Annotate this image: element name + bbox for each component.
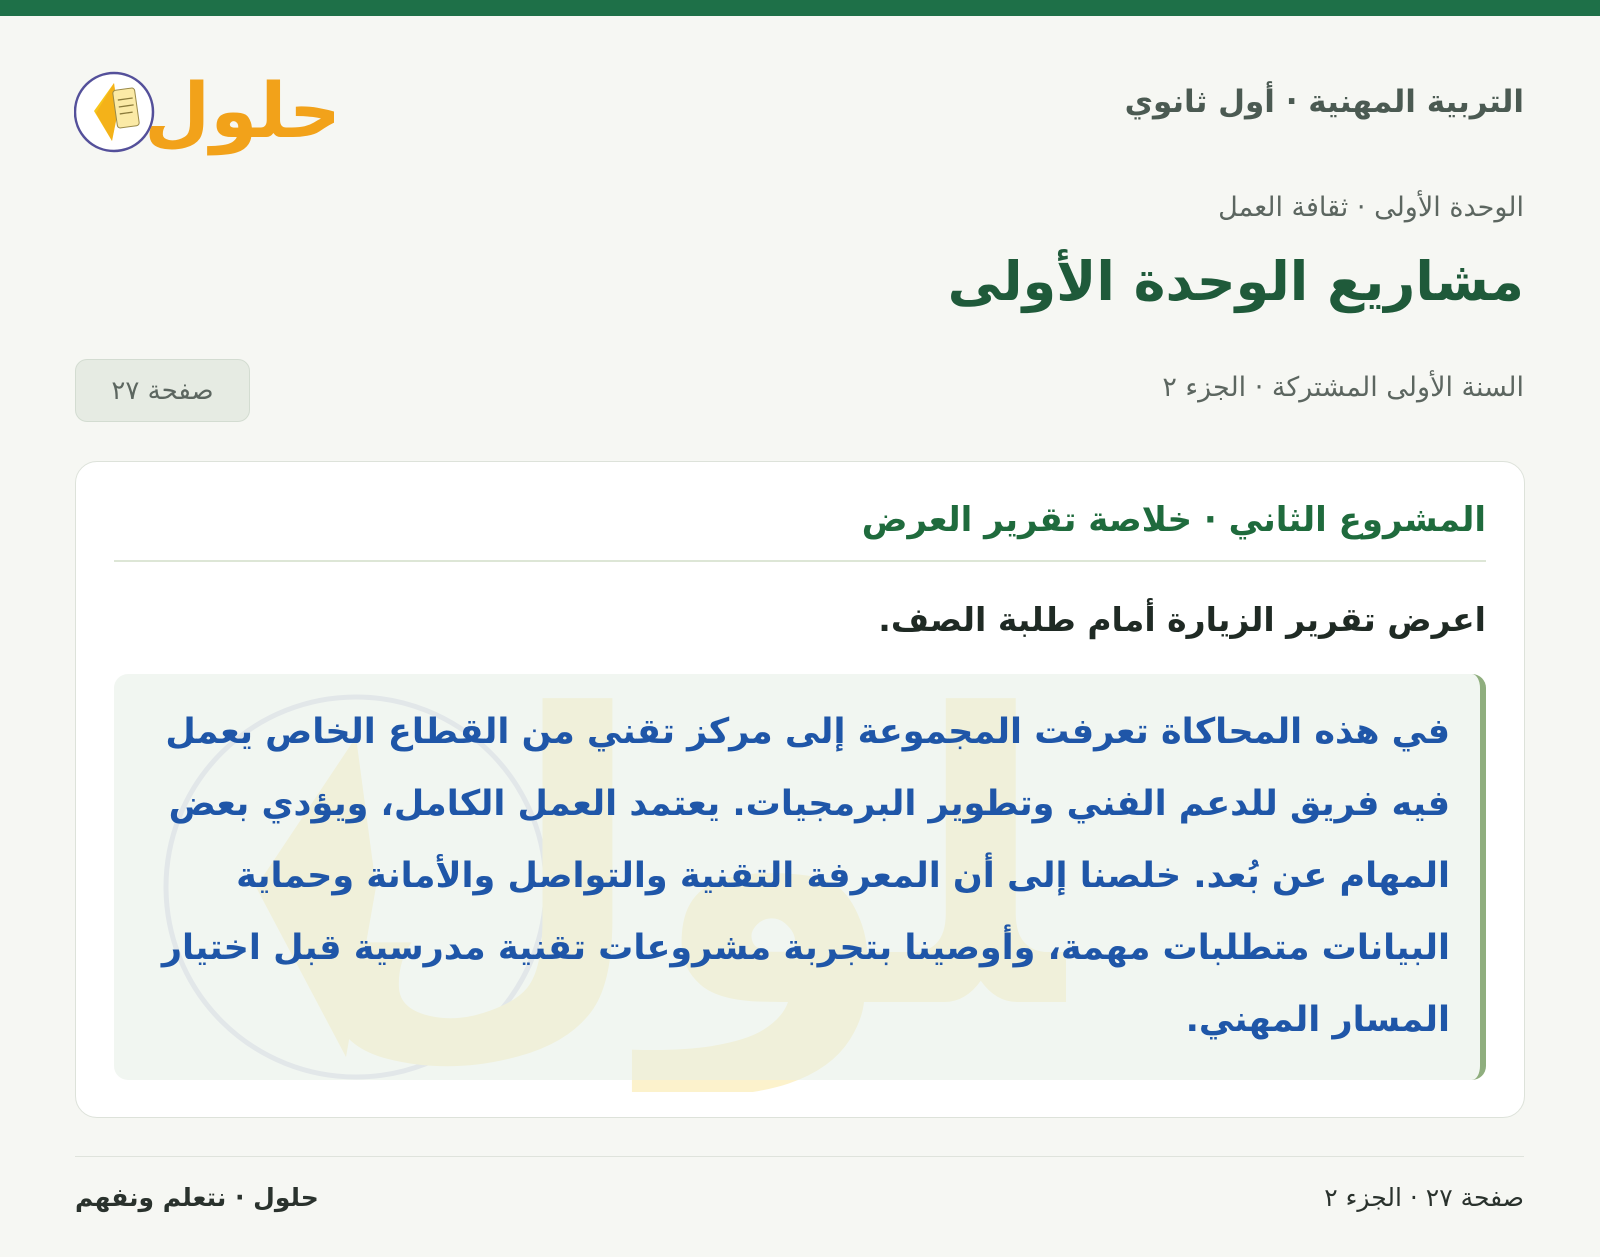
page-title: مشاريع الوحدة الأولى [947, 250, 1524, 313]
footer-brand: حلول · نتعلم ونفهم [75, 1183, 319, 1212]
task-prompt: اعرض تقرير الزيارة أمام طلبة الصف. [878, 600, 1486, 639]
course-meta: السنة الأولى المشتركة · الجزء ٢ [1162, 372, 1524, 403]
answer-box [114, 674, 1486, 1080]
footer-divider [75, 1156, 1524, 1157]
footer-page-info: صفحة ٢٧ · الجزء ٢ [1324, 1183, 1524, 1212]
subject-header: التربية المهنية · أول ثانوي [1124, 84, 1524, 120]
unit-label: الوحدة الأولى · ثقافة العمل [1218, 192, 1524, 223]
project-heading: المشروع الثاني · خلاصة تقرير العرض [114, 500, 1486, 562]
top-accent-bar [0, 0, 1600, 16]
project-card [75, 461, 1525, 1118]
hulul-logo[interactable] [74, 55, 334, 160]
logo-wordmark: حلول [144, 66, 334, 155]
page-number-badge: صفحة ٢٧ [75, 359, 250, 422]
answer-text: في هذه المحاكاة تعرفت المجموعة إلى مركز تقني من القطاع الخاص يعمل فيه فريق للدعم الفني وتطوير البرمجيات. يعتمد العمل الكامل، ويؤدي بعض المهام عن بُعد. خلصنا إلى أن المعرفة التقنية والتواصل والأمانة وحماية البيانات متطلبات مهمة، وأوصينا بتجربة مشروعات تقنية مدرسية قبل اختيار المسار المهني. [161, 712, 1450, 1040]
